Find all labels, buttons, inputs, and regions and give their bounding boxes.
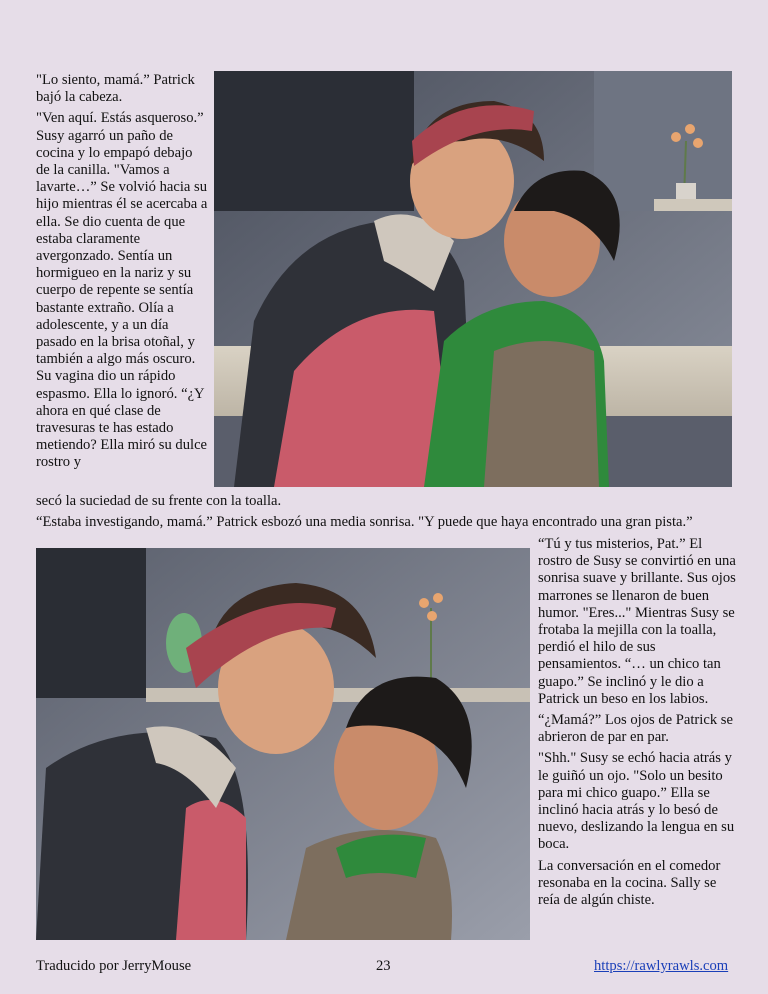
top-left-text-column [36,72,208,476]
paragraph: "Ven aquí. Estás asqueroso.” Susy agarró un paño de cocina y lo empapó debajo de la canilla. "Vamos a lavarte…” Se volvió hacia su hijo mientras él se acercaba a ella. Se dio cuenta de que estaba claramente avergonzado. Sentía un hormigueo en la nariz y su cuerpo de repente se sentía bastante extraño. Olía a adolescente, y a un día pasado en la brisa otoñal, y también a algo más oscuro. Su vagina dio un rápido espasmo. Ella lo ignoró. “¿Y ahora en qué clase de travesuras te has estado metiendo? Ella miró su dulce rostro y [36,110,208,471]
full-width-line: “Estaba investigando, mamá.” Patrick esbozó una media sonrisa. "Y puede que haya encontrado una gran pista.” [36,514,693,530]
footer-website-link[interactable]: https://rawlyrawls.com [594,958,729,974]
bottom-right-text-column [538,536,738,913]
full-width-line: secó la suciedad de su frente con la toalla. [36,493,282,509]
illustration-kitchen-kiss-top [214,71,732,487]
illustration-bottom-drawing [36,548,530,940]
paragraph: La conversación en el comedor resonaba en la cocina. Sally se reía de algún chiste. [538,857,721,909]
paragraph: “Tú y tus misterios, Pat.” El rostro de Susy se convirtió en una sonrisa suave y brillante. Sus ojos marrones se llenaron de buen humor. "Eres..." Mientras Susy se frotaba la mejilla con la toalla, perdió el hilo de sus pensamientos. “… un chico tan guapo.” Se inclinó y le dio a Patrick un beso en los labios. [538,536,736,707]
paragraph: "Lo siento, mamá.” Patrick bajó la cabeza. [36,72,195,106]
paragraph: "Shh." Susy se echó hacia atrás y le guiñó un ojo. "Solo un besito para mi chico guapo.” Ella se inclinó hacia atrás y lo besó de nuevo, deslizando la lengua en su boca. [538,750,735,853]
illustration-kitchen-kiss-bottom [36,548,530,940]
illustration-top-drawing [214,71,732,487]
paragraph: “¿Mamá?” Los ojos de Patrick se abrieron de par en par. [538,712,733,746]
page-number: 23 [376,958,391,974]
footer-credit: Traducido por JerryMouse [36,958,192,974]
